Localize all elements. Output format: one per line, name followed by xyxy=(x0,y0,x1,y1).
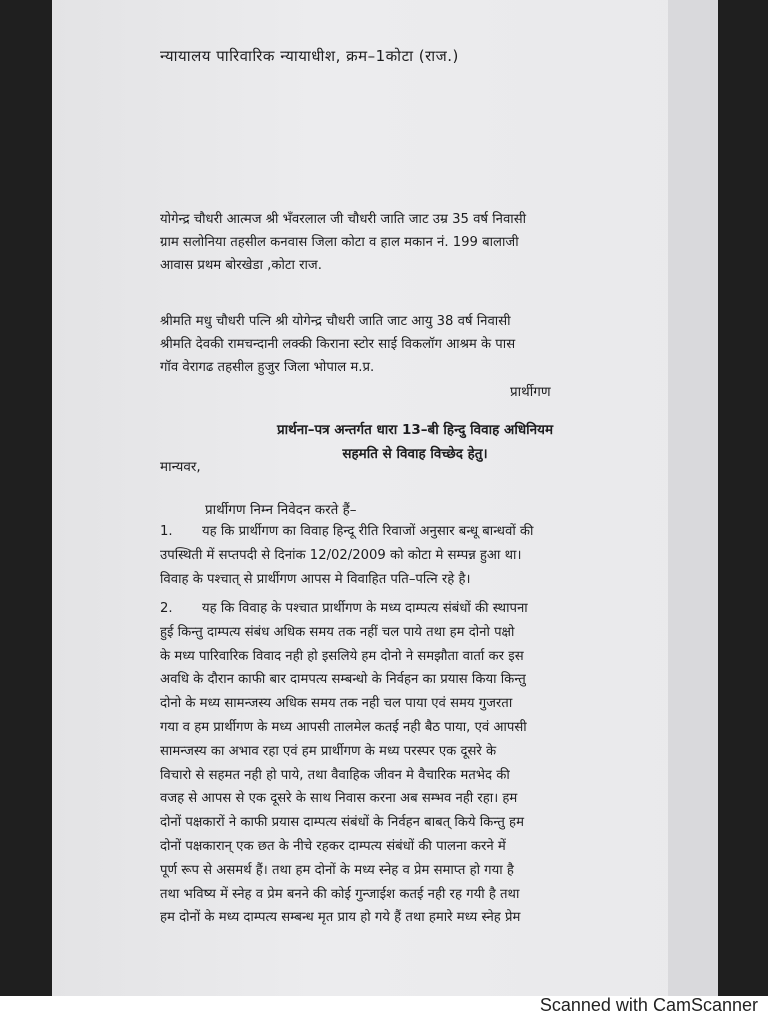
party2-line: श्रीमति मधु चौधरी पत्नि श्री योगेन्द्र चौधरी जाति जाट आयु 38 वर्ष निवासी xyxy=(160,314,511,329)
point-line: दोनो के मध्य सामन्जस्य अधिक समय तक नही चल पाया एवं समय गुजरता xyxy=(160,696,513,712)
party2-line: श्रीमति देवकी रामचन्दानी लक्की किराना स्टोर साई विकलॉग आश्रम के पास xyxy=(160,337,516,352)
subject-line: प्रार्थना–पत्र अन्तर्गत धारा 13–बी हिन्दु विवाह अधिनियम xyxy=(276,422,554,438)
point-line: गया व हम प्रार्थीगण के मध्य आपसी तालमेल कतई नही बैठ पाया, एवं आपसी xyxy=(160,719,527,735)
point-2 xyxy=(160,597,670,930)
point-line xyxy=(160,520,670,544)
party2-block xyxy=(160,310,670,379)
point-line: दोनों पक्षकारान् एक छत के नीचे रहकर दाम्पत्य संबंधों की पालना करने में xyxy=(160,838,506,854)
point-line xyxy=(160,597,670,621)
petitioners-label: प्रार्थीगण xyxy=(510,384,551,400)
point-number: 2. xyxy=(160,601,173,616)
point-line: विचारो से सहमत नही हो पाये, तथा वैवाहिक जीवन मे वैचारिक मतभेद की xyxy=(160,767,510,783)
camscanner-watermark: Scanned with CamScanner xyxy=(539,995,758,1015)
point-line: दोनों पक्षकारों ने काफी प्रयास दाम्पत्य संबंधों के निर्वहन बाबत् किये किन्तु हम xyxy=(160,815,524,831)
court-title: न्यायालय पारिवारिक न्यायाधीश, क्रम–1कोटा (राज.) xyxy=(160,47,459,65)
intro-line: प्रार्थीगण निम्न निवेदन करते हैं– xyxy=(205,502,357,518)
party1-line: योगेन्द्र चौधरी आत्मज श्री भँवरलाल जी चौधरी जाति जाट उम्र 35 वर्ष निवासी xyxy=(160,212,527,227)
salutation: मान्यवर, xyxy=(160,459,201,475)
page-edge-shadow xyxy=(668,0,718,996)
point-line: वजह से आपस से एक दूसरे के साथ निवास करना अब सम्भव नही रहा। हम xyxy=(160,791,518,807)
point-line: पूर्ण रूप से असमर्थ हैं। तथा हम दोनों के मध्य स्नेह व प्रेम समाप्त हो गया है xyxy=(160,862,514,878)
point-line: अवधि के दौरान काफी बार दामपत्य सम्बन्धो के निर्वहन का प्रयास किया किन्तु xyxy=(160,672,526,688)
point-1 xyxy=(160,520,670,591)
petition-subject xyxy=(160,418,670,466)
point-number: 1. xyxy=(160,524,173,539)
point-line: हम दोनों के मध्य दाम्पत्य सम्बन्ध मृत प्राय हो गये हैं तथा हमारे मध्य स्नेह प्रेम xyxy=(160,910,521,926)
party1-line: ग्राम सलोनिया तहसील कनवास जिला कोटा व हाल मकान नं. 199 बालाजी xyxy=(160,235,519,250)
party2-line: गॉव वेरागढ तहसील हुजुर जिला भोपाल म.प्र. xyxy=(160,360,375,375)
party1-block xyxy=(160,208,670,277)
subject-line: सहमति से विवाह विच्छेद हेतु। xyxy=(342,446,488,462)
point-line: सामन्जस्य का अभाव रहा एवं हम प्रार्थीगण के मध्य परस्पर एक दूसरे के xyxy=(160,743,497,759)
party1-line: आवास प्रथम बोरखेडा ,कोटा राज. xyxy=(160,258,322,273)
point-line: उपस्थिती में सप्तपदी से दिनांक 12/02/2009 को कोटा मे सम्पन्न हुआ था। xyxy=(160,547,522,563)
point-line: हुई किन्तु दाम्पत्य संबंध अधिक समय तक नहीं चल पाये तथा हम दोनो पक्षो xyxy=(160,624,515,640)
point-line: के मध्य पारिवारिक विवाद नही हो इसलिये हम दोनो ने समझौता वार्ता कर इस xyxy=(160,648,524,664)
point-text: यह कि विवाह के पश्चात प्रार्थीगण के मध्य दाम्पत्य संबंधों की स्थापना xyxy=(202,601,528,616)
point-line: विवाह के पश्चात् से प्रार्थीगण आपस मे विवाहित पति–पत्नि रहे है। xyxy=(160,571,471,587)
point-line: तथा भविष्य में स्नेह व प्रेम बनने की कोई गुन्जाईश कतई नही रह गयी है तथा xyxy=(160,886,520,902)
point-text: यह कि प्रार्थीगण का विवाह हिन्दू रीति रिवाजों अनुसार बन्धू बान्धवों की xyxy=(202,524,534,539)
